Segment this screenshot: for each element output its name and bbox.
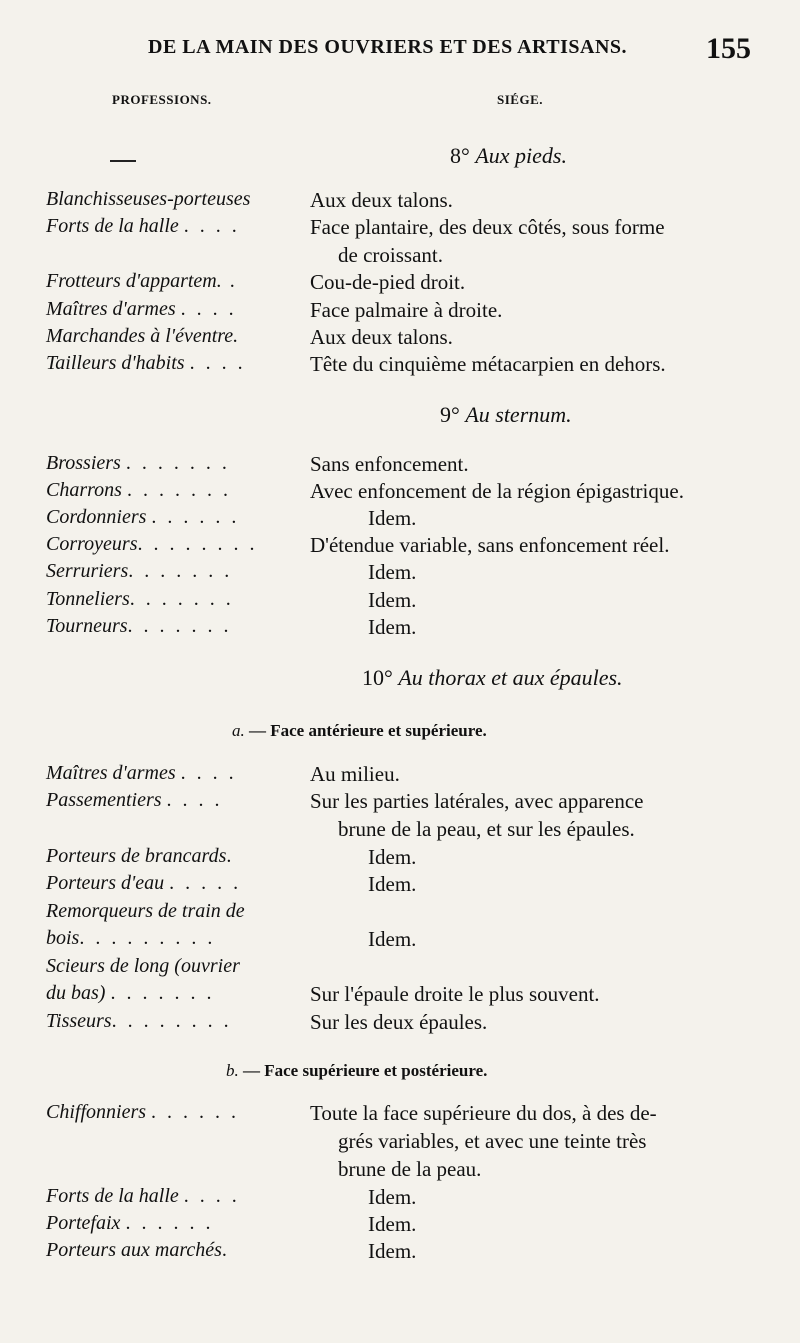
seat-description: Tête du cinquième métacarpien en dehors. — [310, 352, 666, 376]
profession: Scieurs de long (ouvrier — [46, 955, 240, 977]
seat-description: Aux deux talons. — [310, 188, 453, 212]
page-number: 155 — [706, 32, 751, 65]
subsection-title: — Face supérieure et postérieure. — [243, 1061, 488, 1080]
seat-description: Avec enfoncement de la région épigastrique. — [310, 479, 684, 503]
seat-continuation: grés variables, et avec une teinte très — [338, 1129, 647, 1153]
seat-description: Idem. — [368, 588, 417, 612]
seat-description: Sur les deux épaules. — [310, 1010, 488, 1034]
profession: Tailleurs d'habits . . . . — [46, 352, 246, 374]
seat-description: Idem. — [368, 872, 417, 896]
seat-description: Aux deux talons. — [310, 325, 453, 349]
profession: Charrons . . . . . . . — [46, 479, 231, 501]
section-heading — [362, 665, 623, 691]
section-number: 8° — [450, 143, 470, 168]
profession: Tourneurs. . . . . . . — [46, 615, 232, 637]
seat-description: D'étendue variable, sans enfoncement réel. — [310, 533, 670, 557]
running-header — [0, 34, 800, 64]
column-header-siege: SIÉGE. — [497, 92, 543, 107]
seat-description: Cou-de-pied droit. — [310, 270, 466, 294]
profession: Passementiers . . . . — [46, 789, 223, 811]
profession: Porteurs aux marchés. — [46, 1239, 230, 1261]
seat-description: Au milieu. — [310, 762, 400, 786]
seat-description: Sur l'épaule droite le plus souvent. — [310, 982, 600, 1006]
profession: Forts de la halle . . . . — [46, 1185, 240, 1207]
profession: Chiffonniers . . . . . . — [46, 1101, 240, 1123]
subsection-letter: b. — [226, 1061, 239, 1080]
seat-description: Idem. — [368, 1212, 417, 1236]
profession: Tisseurs. . . . . . . . — [46, 1010, 232, 1032]
section-number: 10° — [362, 665, 393, 690]
subsection-heading — [226, 1061, 487, 1081]
subsection-letter: a. — [232, 721, 245, 740]
divider-rule — [110, 160, 136, 162]
seat-continuation: brune de la peau, et sur les épaules. — [338, 817, 635, 841]
profession: Forts de la halle . . . . — [46, 215, 240, 237]
profession: Maîtres d'armes . . . . — [46, 762, 237, 784]
seat-description: Idem. — [368, 1185, 417, 1209]
column-headers — [0, 92, 800, 112]
profession: Porteurs d'eau . . . . . — [46, 872, 242, 894]
seat-description: Face palmaire à droite. — [310, 298, 503, 322]
seat-continuation: brune de la peau. — [338, 1157, 482, 1181]
seat-description: Idem. — [368, 845, 417, 869]
seat-description: Idem. — [368, 506, 417, 530]
profession: Tonneliers. . . . . . . — [46, 588, 234, 610]
running-title: DE LA MAIN DES OUVRIERS ET DES ARTISANS. — [148, 36, 628, 58]
section-heading — [440, 402, 572, 428]
section-number: 9° — [440, 402, 460, 427]
section-title: Au thorax et aux épaules. — [398, 665, 623, 690]
subsection-title: — Face antérieure et supérieure. — [249, 721, 487, 740]
profession: Marchandes à l'éventre. — [46, 325, 239, 347]
seat-description: Face plantaire, des deux côtés, sous forme — [310, 215, 665, 239]
section-title: Au sternum. — [465, 402, 572, 427]
seat-description: Sans enfoncement. — [310, 452, 469, 476]
seat-continuation: de croissant. — [338, 243, 443, 267]
seat-description: Idem. — [368, 1239, 417, 1263]
seat-description: Idem. — [368, 560, 417, 584]
profession: Remorqueurs de train de — [46, 900, 245, 922]
profession: Porteurs de brancards. — [46, 845, 235, 867]
column-header-professions: PROFESSIONS. — [112, 92, 212, 107]
profession: Frotteurs d'appartem. . — [46, 270, 238, 292]
subsection-heading — [232, 721, 487, 741]
profession-continuation: du bas) . . . . . . . — [46, 982, 215, 1004]
seat-description: Sur les parties latérales, avec apparence — [310, 789, 644, 813]
seat-description: Idem. — [368, 927, 417, 951]
section-heading — [450, 143, 567, 169]
profession: Cordonniers . . . . . . — [46, 506, 240, 528]
profession: Brossiers . . . . . . . — [46, 452, 230, 474]
profession: Maîtres d'armes . . . . — [46, 298, 237, 320]
seat-description: Toute la face supérieure du dos, à des de- — [310, 1101, 657, 1125]
profession: Serruriers. . . . . . . — [46, 560, 233, 582]
section-title: Aux pieds. — [475, 143, 567, 168]
profession: Portefaix . . . . . . — [46, 1212, 214, 1234]
profession-continuation: bois. . . . . . . . . — [46, 927, 216, 949]
profession: Corroyeurs. . . . . . . . — [46, 533, 258, 555]
profession: Blanchisseuses-porteuses — [46, 188, 251, 210]
seat-description: Idem. — [368, 615, 417, 639]
